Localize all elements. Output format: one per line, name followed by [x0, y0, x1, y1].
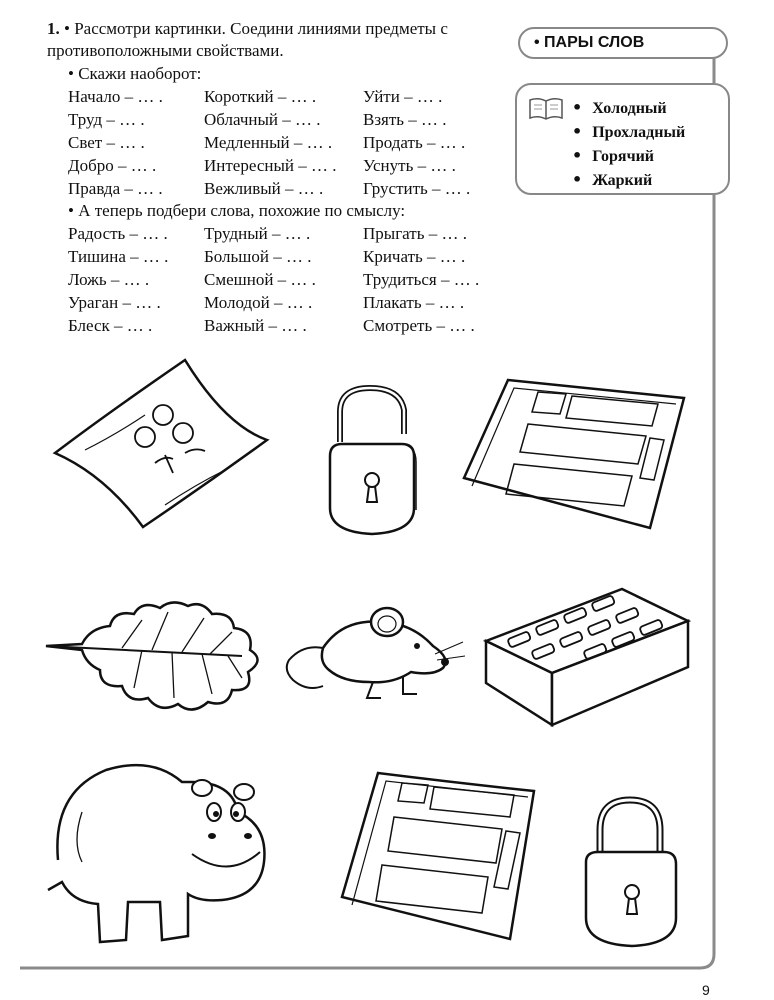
mouse-icon [283, 598, 468, 703]
word-item: Грустить – … . [363, 179, 471, 198]
brick-icon [482, 583, 694, 733]
word-item: Ураган – … . [68, 293, 161, 312]
word-item: Блеск – … . [68, 316, 153, 335]
word-item: Добро – … . [68, 156, 157, 175]
task-number: 1. [47, 19, 60, 38]
pillow-icon [45, 355, 275, 530]
word-item: Интересный – … . [204, 156, 337, 175]
word-item: Молодой – … . [204, 293, 313, 312]
sidebar-word: • Жаркий [572, 168, 685, 192]
oak-leaf-icon [42, 598, 267, 718]
word-item: Облачный – … . [204, 110, 321, 129]
newspaper-icon [458, 368, 690, 538]
word-item: Плакать – … . [363, 293, 465, 312]
task-instruction [47, 18, 507, 62]
word-item: Начало – … . [68, 87, 163, 106]
synonyms-prompt: • А теперь подбери слова, похожие по смыслу: [68, 201, 406, 220]
word-item: Тишина – … . [68, 247, 169, 266]
task-text: • Рассмотри картинки. Соедини линиями предметы с противоположными свойствами. [47, 19, 448, 60]
word-item: Взять – … . [363, 110, 447, 129]
sidebar-word: • Горячий [572, 144, 685, 168]
open-padlock-icon [318, 382, 428, 542]
sidebar-word: • Холодный [572, 96, 685, 120]
word-item: Ложь – … . [68, 270, 150, 289]
word-item: Радость – … . [68, 224, 168, 243]
word-item: Вежливый – … . [204, 179, 324, 198]
newspaper-icon [338, 763, 548, 943]
page-number: 9 [702, 982, 710, 998]
word-item: Труд – … . [68, 110, 145, 129]
word-item: Свет – … . [68, 133, 145, 152]
opposites-prompt: • Скажи наоборот: [68, 64, 202, 83]
word-item: Трудный – … . [204, 224, 311, 243]
word-item: Смотреть – … . [363, 316, 475, 335]
word-item: Уйти – … . [363, 87, 443, 106]
open-book-icon [528, 96, 564, 122]
word-item: Уснуть – … . [363, 156, 456, 175]
word-item: Смешной – … . [204, 270, 316, 289]
word-item: Прыгать – … . [363, 224, 467, 243]
word-item: Кричать – … . [363, 247, 466, 266]
hippo-icon [42, 752, 280, 952]
word-item: Короткий – … . [204, 87, 317, 106]
closed-padlock-icon [576, 792, 686, 952]
word-item: Важный – … . [204, 316, 307, 335]
word-item: Большой – … . [204, 247, 312, 266]
word-item: Правда – … . [68, 179, 163, 198]
word-item: Продать – … . [363, 133, 466, 152]
sidebar-word: • Прохладный [572, 120, 685, 144]
sidebar-title: • ПАРЫ СЛОВ [518, 27, 728, 59]
word-item: Трудиться – … . [363, 270, 480, 289]
sidebar-word-list [572, 96, 685, 192]
word-item: Медленный – … . [204, 133, 333, 152]
